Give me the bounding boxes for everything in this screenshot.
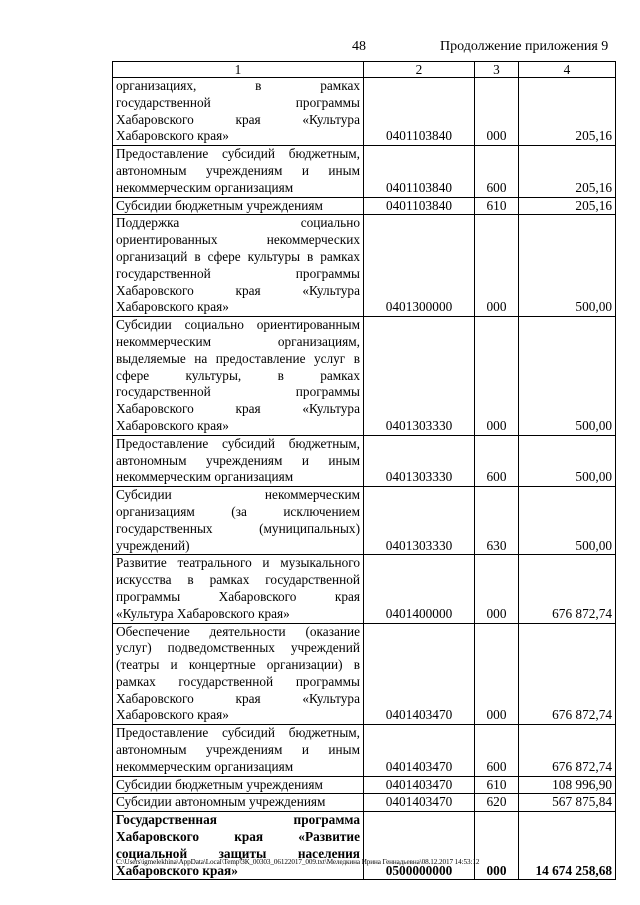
row-expense-type: 000 bbox=[475, 317, 519, 436]
row-amount: 205,16 bbox=[519, 146, 616, 197]
description-line: Хабаровского края» bbox=[116, 299, 229, 315]
row-amount: 500,00 bbox=[519, 317, 616, 436]
description-line: Поддержка социально bbox=[116, 215, 360, 231]
table-header bbox=[113, 62, 616, 78]
row-target-code: 0401103840 bbox=[364, 197, 475, 215]
description-line: Хабаровского края» bbox=[116, 707, 229, 723]
table-row bbox=[113, 317, 616, 436]
description-line: Хабаровского края» bbox=[116, 128, 229, 144]
description-line: государственной программы bbox=[116, 94, 360, 110]
row-amount: 500,00 bbox=[519, 435, 616, 486]
table-row bbox=[113, 555, 616, 623]
row-description bbox=[113, 78, 364, 146]
row-expense-type: 600 bbox=[475, 146, 519, 197]
description-line: государственной программы bbox=[116, 265, 360, 281]
description-line: некоммерческим организациям, bbox=[116, 333, 360, 349]
row-target-code: 0401403470 bbox=[364, 725, 475, 776]
row-description bbox=[113, 487, 364, 555]
description-line: сфере культуры, в рамках bbox=[116, 367, 360, 383]
row-amount: 676 872,74 bbox=[519, 555, 616, 623]
description-line: Хабаровского края «Культура bbox=[116, 111, 360, 127]
description-line: некоммерческим организациям bbox=[116, 469, 294, 485]
description-line: некоммерческим организациям bbox=[116, 758, 294, 774]
file-path-footer: C:\Users\igmelekhina\AppData\Local\Temp\ЗК_00303_06122017_009.txt\Меледкина Ирина Геннадьевна\08.12.2017 14:53:12 bbox=[116, 858, 480, 866]
description-line: социальной защиты населения bbox=[116, 845, 360, 861]
row-target-code: 0401400000 bbox=[364, 555, 475, 623]
description-line: Государственная программа bbox=[116, 812, 360, 828]
description-line: выделяемые на предоставление услуг в bbox=[116, 350, 360, 366]
description-line: программы Хабаровского края bbox=[116, 588, 360, 604]
row-description bbox=[113, 776, 364, 794]
row-description bbox=[113, 555, 364, 623]
description-line: «Культура Хабаровского края» bbox=[116, 605, 290, 621]
row-amount: 205,16 bbox=[519, 197, 616, 215]
table-row bbox=[113, 776, 616, 794]
description-line: Субсидии социально ориентированным bbox=[116, 317, 360, 333]
row-amount: 500,00 bbox=[519, 487, 616, 555]
row-expense-type: 000 bbox=[475, 555, 519, 623]
row-expense-type: 600 bbox=[475, 435, 519, 486]
table-row bbox=[113, 725, 616, 776]
description-line: ориентированных некоммерческих bbox=[116, 232, 360, 248]
row-target-code: 0401403470 bbox=[364, 794, 475, 812]
row-target-code: 0401403470 bbox=[364, 776, 475, 794]
row-target-code: 0401403470 bbox=[364, 623, 475, 725]
description-line: Развитие театрального и музыкального bbox=[116, 555, 360, 571]
row-expense-type: 630 bbox=[475, 487, 519, 555]
table-row bbox=[113, 623, 616, 725]
table-row bbox=[113, 215, 616, 317]
description-line: Субсидии бюджетным учреждениям bbox=[116, 776, 323, 792]
table-row bbox=[113, 812, 616, 880]
row-description bbox=[113, 435, 364, 486]
column-header-4: 4 bbox=[519, 62, 616, 78]
description-line: автономным учреждениям и иным bbox=[116, 162, 360, 178]
row-expense-type: 000 bbox=[475, 78, 519, 146]
row-expense-type: 610 bbox=[475, 776, 519, 794]
description-line: Субсидии автономным учреждениям bbox=[116, 794, 326, 810]
row-expense-type: 000 bbox=[475, 623, 519, 725]
row-amount: 567 875,84 bbox=[519, 794, 616, 812]
description-line: Предоставление субсидий бюджетным, bbox=[116, 725, 360, 741]
appendix-continuation-note: Продолжение приложения 9 bbox=[440, 39, 609, 54]
row-target-code: 0500000000 bbox=[364, 812, 475, 880]
description-line: Хабаровского края» bbox=[116, 862, 238, 878]
description-line: организациях, в рамках bbox=[116, 78, 360, 93]
row-description bbox=[113, 197, 364, 215]
description-line: Хабаровского края «Культура bbox=[116, 401, 360, 417]
page-number: 48 bbox=[352, 39, 366, 54]
row-amount: 205,16 bbox=[519, 78, 616, 146]
description-line: услуг) подведомственных учреждений bbox=[116, 640, 360, 656]
description-line: искусства в рамках государственной bbox=[116, 572, 360, 588]
row-amount: 500,00 bbox=[519, 215, 616, 317]
description-line: государственной программы bbox=[116, 384, 360, 400]
description-line: некоммерческим организациям bbox=[116, 179, 294, 195]
row-description bbox=[113, 794, 364, 812]
row-target-code: 0401103840 bbox=[364, 146, 475, 197]
row-description bbox=[113, 317, 364, 436]
row-expense-type: 610 bbox=[475, 197, 519, 215]
table-row bbox=[113, 435, 616, 486]
description-line: Хабаровского края «Культура bbox=[116, 282, 360, 298]
row-target-code: 0401303330 bbox=[364, 317, 475, 436]
row-target-code: 0401303330 bbox=[364, 487, 475, 555]
description-line: Обеспечение деятельности (оказание bbox=[116, 623, 360, 639]
row-target-code: 0401303330 bbox=[364, 435, 475, 486]
row-expense-type: 600 bbox=[475, 725, 519, 776]
row-description bbox=[113, 812, 364, 880]
row-target-code: 0401300000 bbox=[364, 215, 475, 317]
description-line: Предоставление субсидий бюджетным, bbox=[116, 435, 360, 451]
description-line: автономным учреждениям и иным bbox=[116, 452, 360, 468]
description-line: Хабаровского края» bbox=[116, 417, 229, 433]
row-expense-type: 000 bbox=[475, 812, 519, 880]
description-line: организациям (за исключением bbox=[116, 503, 360, 519]
row-description bbox=[113, 146, 364, 197]
row-description bbox=[113, 215, 364, 317]
table-row bbox=[113, 146, 616, 197]
row-description bbox=[113, 623, 364, 725]
description-line: учреждений) bbox=[116, 537, 190, 553]
row-target-code: 0401103840 bbox=[364, 78, 475, 146]
description-line: Хабаровского края «Культура bbox=[116, 690, 360, 706]
row-amount: 14 674 258,68 bbox=[519, 812, 616, 880]
row-expense-type: 000 bbox=[475, 215, 519, 317]
table-body bbox=[113, 78, 616, 880]
row-description bbox=[113, 725, 364, 776]
description-line: Хабаровского края «Развитие bbox=[116, 829, 360, 845]
budget-table bbox=[112, 61, 616, 880]
table-row bbox=[113, 487, 616, 555]
description-line: Субсидии некоммерческим bbox=[116, 487, 360, 503]
row-amount: 676 872,74 bbox=[519, 623, 616, 725]
description-line: организаций в сфере культуры в рамках bbox=[116, 248, 360, 264]
description-line: Предоставление субсидий бюджетным, bbox=[116, 146, 360, 162]
row-amount: 676 872,74 bbox=[519, 725, 616, 776]
table-row bbox=[113, 78, 616, 146]
description-line: автономным учреждениям и иным bbox=[116, 742, 360, 758]
column-header-1: 1 bbox=[113, 62, 364, 78]
description-line: государственных (муниципальных) bbox=[116, 520, 360, 536]
description-line: рамках государственной программы bbox=[116, 673, 360, 689]
column-header-2: 2 bbox=[364, 62, 475, 78]
description-line: Субсидии бюджетным учреждениям bbox=[116, 197, 323, 213]
description-line: (театры и концертные организации) в bbox=[116, 657, 360, 673]
table-row bbox=[113, 794, 616, 812]
column-header-3: 3 bbox=[475, 62, 519, 78]
row-expense-type: 620 bbox=[475, 794, 519, 812]
row-amount: 108 996,90 bbox=[519, 776, 616, 794]
table-row bbox=[113, 197, 616, 215]
